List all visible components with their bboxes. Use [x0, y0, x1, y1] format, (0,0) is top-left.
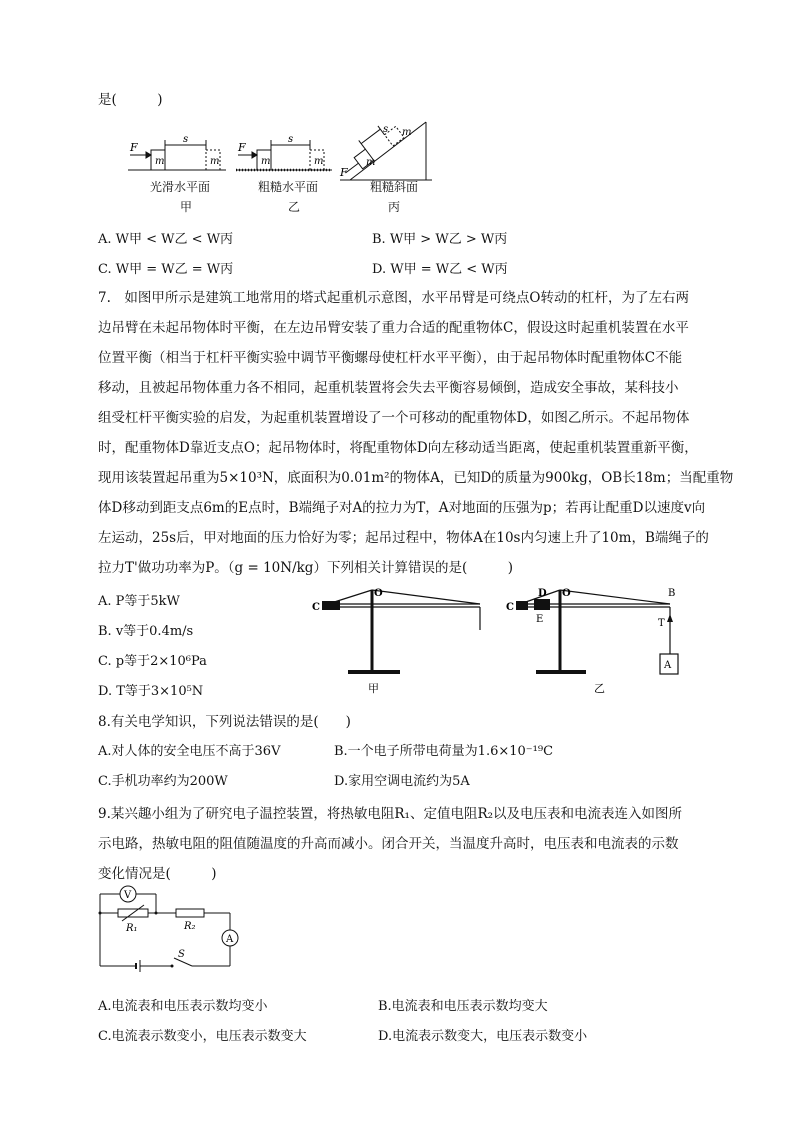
- fig-bing-m2: m: [402, 127, 412, 138]
- crane-yi-counterweight-c: [516, 601, 528, 610]
- q7-line-4: 移动，且被起吊物体重力各不相同，起重机装置将会失去平衡容易倾倒，造成安全事故，某科技小: [98, 380, 679, 396]
- fig-yi-m2: m: [314, 156, 324, 167]
- fig-jia-m: m: [155, 156, 165, 167]
- crane-yi-label: 乙: [594, 682, 605, 695]
- fig-yi-label: 乙: [288, 200, 301, 214]
- crane-figures: [308, 580, 698, 700]
- q6-option-c[interactable]: C. W甲 = W乙 = W丙: [98, 262, 234, 277]
- crane-jia-o: O: [374, 588, 383, 599]
- q8-option-a[interactable]: A.对人体的安全电压不高于36V: [98, 744, 281, 759]
- crane-yi-d: D: [538, 588, 547, 599]
- fig-yi-F: F: [238, 141, 246, 154]
- q7-line-1: 7. 如图甲所示是建筑工地常用的塔式起重机示意图，水平吊臂是可绕点O转动的杠杆，为了左右两: [98, 290, 689, 306]
- q9-option-b[interactable]: B.电流表和电压表示数均变大: [378, 999, 548, 1014]
- fig-yi-s: s: [288, 134, 294, 145]
- crane-jia: [322, 590, 480, 672]
- q6-option-a[interactable]: A. W甲 < W乙 < W丙: [98, 232, 234, 247]
- crane-yi-a: A: [664, 660, 672, 671]
- circuit-r1: R₁: [126, 923, 138, 934]
- q9-option-c[interactable]: C.电流表示数变小，电压表示数变大: [98, 1029, 307, 1044]
- crane-yi-b: B: [668, 588, 676, 599]
- crane-yi-c: C: [506, 602, 514, 613]
- q8-stem: 8.有关电学知识，下列说法错误的是( ): [98, 714, 351, 730]
- q7-line-5: 组受杠杆平衡实验的启发，为起重机装置增设了一个可移动的配重物体D，如图乙所示。不起吊物体: [98, 410, 690, 426]
- q7-line-3: 位置平衡（相当于杠杆平衡实验中调节平衡螺母使杠杆水平平衡），由于起吊物体时配重物体C不能: [98, 350, 683, 366]
- fig-bing-label: 丙: [388, 200, 401, 214]
- fig-bing-m: m: [366, 157, 376, 168]
- fig-jia-F: F: [130, 141, 138, 154]
- fig-jia-surface: 光滑水平面: [150, 180, 211, 194]
- crane-yi-counterweight-d: [534, 599, 550, 610]
- q8-option-c[interactable]: C.手机功率约为200W: [98, 774, 228, 789]
- fig-bing-F: F: [340, 166, 348, 179]
- q6-option-d[interactable]: D. W甲 = W乙 < W丙: [372, 262, 508, 277]
- crane-jia-c: C: [312, 602, 320, 613]
- fig-jia-m2: m: [210, 156, 220, 167]
- q9-line-1: 9.某兴趣小组为了研究电子温控装置，将热敏电阻R₁、定值电阻R₂以及电压表和电流表连入如图所: [98, 806, 683, 822]
- q7-option-b[interactable]: B. v等于0.4m/s: [98, 624, 194, 639]
- q7-option-a[interactable]: A. P等于5kW: [98, 594, 180, 609]
- q9-option-d[interactable]: D.电流表示数变大，电压表示数变小: [378, 1029, 588, 1044]
- crane-jia-counterweight: [322, 601, 340, 610]
- q9-circuit: [94, 880, 244, 972]
- fig-yi-surface: 粗糙水平面: [258, 180, 319, 194]
- q6-stem-tail: 是( ): [98, 92, 163, 108]
- q7-option-d[interactable]: D. T等于3×10⁵N: [98, 684, 204, 699]
- q7-line-2: 边吊臂在未起吊物体时平衡，在左边吊臂安装了重力合适的配重物体C，假设这时起重机装置在水平: [98, 320, 689, 336]
- q9-option-a[interactable]: A.电流表和电压表示数均变小: [98, 999, 268, 1014]
- q7-line-7: 现用该装置起吊重为5×10³N，底面积为0.01m²的物体A，已知D的质量为900kg，OB长18m；当配重物: [98, 470, 734, 486]
- circuit-s: S: [178, 949, 185, 960]
- q6-option-b[interactable]: B. W甲 > W乙 > W丙: [372, 232, 508, 247]
- fig-bing-surface: 粗糙斜面: [370, 180, 419, 194]
- q7-line-6: 时，配重物体D靠近支点O；起吊物体时，将配重物体D向左移动适当距离，使起重机装置重新平衡，: [98, 440, 698, 456]
- crane-yi-t: T: [658, 618, 665, 629]
- q9-line-2: 示电路，热敏电阻的阻值随温度的升高而减小。闭合开关，当温度升高时，电压表和电流表的示数: [98, 836, 679, 852]
- q7-line-9: 左运动，25s后，甲对地面的压力恰好为零；起吊过程中，物体A在10s内匀速上升了10m，B端绳子的: [98, 530, 709, 546]
- circuit-a: A: [226, 934, 234, 945]
- q8-option-d[interactable]: D.家用空调电流约为5A: [334, 774, 470, 789]
- crane-yi-o: O: [562, 588, 571, 599]
- fig-jia-label: 甲: [180, 200, 193, 214]
- crane-jia-label: 甲: [368, 682, 379, 695]
- q9-line-3: 变化情况是( ): [98, 866, 217, 882]
- circuit-r2: R₂: [184, 921, 196, 932]
- crane-yi-e: E: [536, 614, 544, 625]
- fig-jia-s: s: [183, 134, 189, 145]
- q7-option-c[interactable]: C. p等于2×10⁶Pa: [98, 654, 207, 669]
- fig-bing-s: s: [383, 124, 389, 135]
- q8-option-b[interactable]: B.一个电子所带电荷量为1.6×10⁻¹⁹C: [334, 744, 554, 759]
- circuit-v: V: [124, 890, 132, 901]
- q7-line-10: 拉力T'做功功率为P。（g = 10N/kg）下列相关计算错误的是( ): [98, 560, 513, 576]
- q7-line-8: 体D移动到距支点6m的E点时，B端绳子对A的拉力为T，A对地面的压强为p；若再让配重D以速度v向: [98, 500, 706, 516]
- fig-yi-m: m: [261, 156, 271, 167]
